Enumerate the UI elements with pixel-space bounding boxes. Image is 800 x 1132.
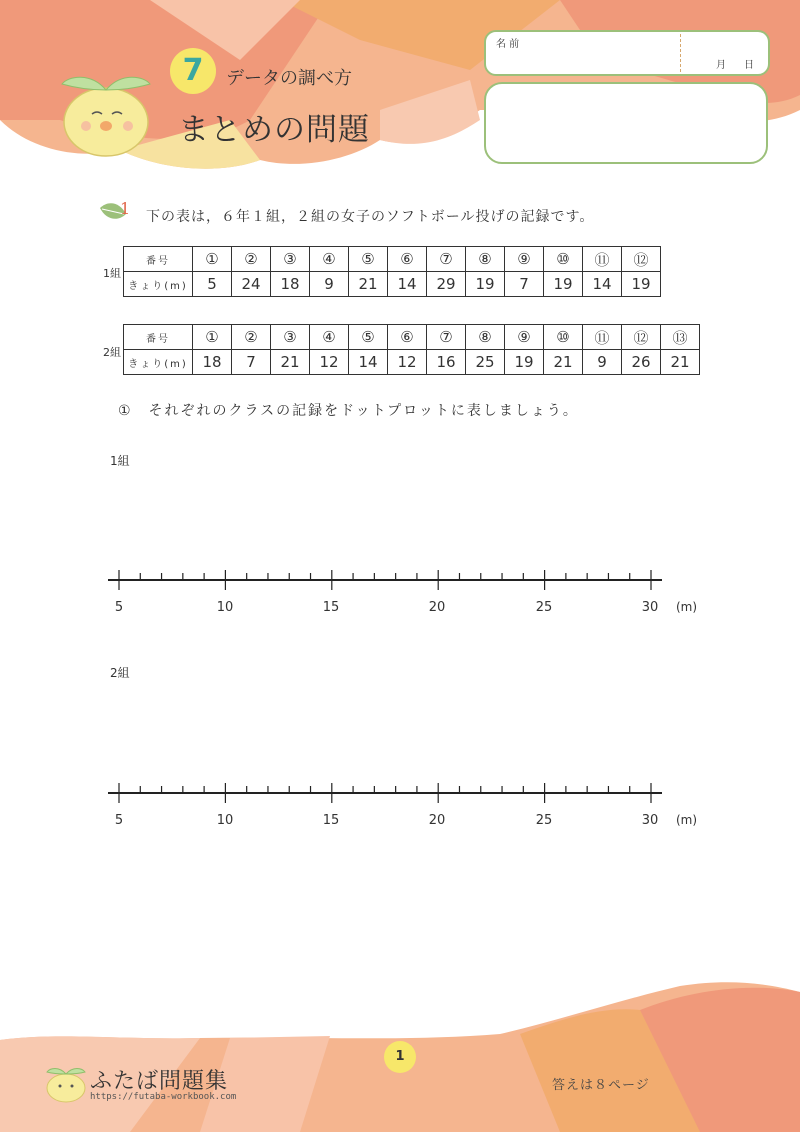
number-cell: ⑥: [388, 247, 427, 272]
plot2-tick-label: 20: [428, 813, 446, 828]
plot1-tick-label: 10: [216, 600, 234, 615]
distance-cell: 7: [232, 350, 271, 375]
page-number-badge: 1: [384, 1041, 416, 1073]
distance-cell: 12: [310, 350, 349, 375]
distance-cell: 21: [349, 272, 388, 297]
number-cell: ⑪: [583, 325, 622, 350]
number-cell: ⑤: [349, 325, 388, 350]
distance-cell: 21: [661, 350, 700, 375]
table-row: [124, 247, 661, 272]
distance-cell: 14: [583, 272, 622, 297]
table-row: [124, 272, 661, 297]
table-row: [124, 350, 700, 375]
row-header-number: 番号: [124, 247, 193, 272]
name-divider: [680, 34, 681, 72]
plot2-tick-label: 5: [114, 813, 124, 828]
number-cell: ⑨: [505, 247, 544, 272]
distance-cell: 19: [466, 272, 505, 297]
number-cell: ⑧: [466, 325, 505, 350]
group2-label: 2組: [103, 346, 121, 359]
plot1-tick-label: 15: [322, 600, 340, 615]
number-cell: ⑨: [505, 325, 544, 350]
number-cell: ⑫: [622, 247, 661, 272]
day-label: 日: [744, 60, 754, 71]
number-cell: ⑬: [661, 325, 700, 350]
name-field[interactable]: [484, 30, 770, 76]
row-header-distance: きょり(m): [124, 272, 193, 297]
distance-cell: 7: [505, 272, 544, 297]
row-header-number: 番号: [124, 325, 193, 350]
number-cell: ④: [310, 325, 349, 350]
month-label: 月: [716, 60, 726, 71]
number-cell: ③: [271, 325, 310, 350]
mascot-icon: [56, 64, 156, 160]
number-cell: ②: [232, 325, 271, 350]
number-cell: ⑫: [622, 325, 661, 350]
question-text: 下の表は，６年１組，２組の女子のソフトボール投げの記録です。: [146, 209, 595, 225]
distance-cell: 19: [544, 272, 583, 297]
number-cell: ⑤: [349, 247, 388, 272]
number-cell: ⑩: [544, 325, 583, 350]
answer-page-note: 答えは８ページ: [552, 1078, 650, 1093]
plot1-tick-label: 20: [428, 600, 446, 615]
distance-cell: 5: [193, 272, 232, 297]
plot2-tick-label: 30: [641, 813, 659, 828]
distance-cell: 25: [466, 350, 505, 375]
plot1-label: 1組: [110, 454, 130, 468]
plot2-unit-label: (m): [676, 813, 698, 827]
number-cell: ⑥: [388, 325, 427, 350]
distance-cell: 19: [505, 350, 544, 375]
plot1-tick-label: 30: [641, 600, 659, 615]
distance-cell: 21: [544, 350, 583, 375]
page-title: まとめの問題: [178, 112, 370, 148]
distance-cell: 21: [271, 350, 310, 375]
distance-cell: 18: [271, 272, 310, 297]
distance-cell: 12: [388, 350, 427, 375]
plot2-label: 2組: [110, 666, 130, 680]
sub-question-text: ① それぞれのクラスの記録をドットプロットに表しましょう。: [118, 403, 579, 419]
brand-url[interactable]: https://futaba-workbook.com: [90, 1092, 237, 1102]
leaf-question-icon: [98, 198, 138, 228]
number-cell: ②: [232, 247, 271, 272]
unit-title: データの調べ方: [226, 68, 352, 89]
distance-cell: 24: [232, 272, 271, 297]
distance-cell: 26: [622, 350, 661, 375]
unit-number-badge: 7: [170, 48, 216, 94]
plot2-tick-label: 15: [322, 813, 340, 828]
distance-cell: 14: [349, 350, 388, 375]
number-cell: ③: [271, 247, 310, 272]
number-cell: ⑩: [544, 247, 583, 272]
row-header-distance: きょり(m): [124, 350, 193, 375]
number-cell: ①: [193, 325, 232, 350]
distance-cell: 9: [583, 350, 622, 375]
plot1-number-line[interactable]: [100, 560, 680, 600]
question-number: 1: [120, 199, 131, 218]
group1-label: 1組: [103, 267, 121, 280]
plot1-unit-label: (m): [676, 600, 698, 614]
plot2-number-line[interactable]: [100, 773, 680, 813]
score-box[interactable]: [484, 82, 768, 164]
group1-table: [123, 246, 661, 297]
number-cell: ⑦: [427, 247, 466, 272]
group2-table: [123, 324, 700, 375]
number-cell: ⑪: [583, 247, 622, 272]
name-label: 名 前: [496, 39, 520, 50]
distance-cell: 18: [193, 350, 232, 375]
number-cell: ①: [193, 247, 232, 272]
brand-name: ふたば問題集: [90, 1069, 229, 1094]
distance-cell: 9: [310, 272, 349, 297]
table-row: [124, 325, 700, 350]
distance-cell: 16: [427, 350, 466, 375]
plot2-tick-label: 25: [535, 813, 553, 828]
plot2-tick-label: 10: [216, 813, 234, 828]
number-cell: ⑧: [466, 247, 505, 272]
distance-cell: 14: [388, 272, 427, 297]
distance-cell: 29: [427, 272, 466, 297]
number-cell: ④: [310, 247, 349, 272]
plot1-tick-label: 5: [114, 600, 124, 615]
distance-cell: 19: [622, 272, 661, 297]
number-cell: ⑦: [427, 325, 466, 350]
footer-mascot-icon: [44, 1064, 88, 1104]
plot1-tick-label: 25: [535, 600, 553, 615]
